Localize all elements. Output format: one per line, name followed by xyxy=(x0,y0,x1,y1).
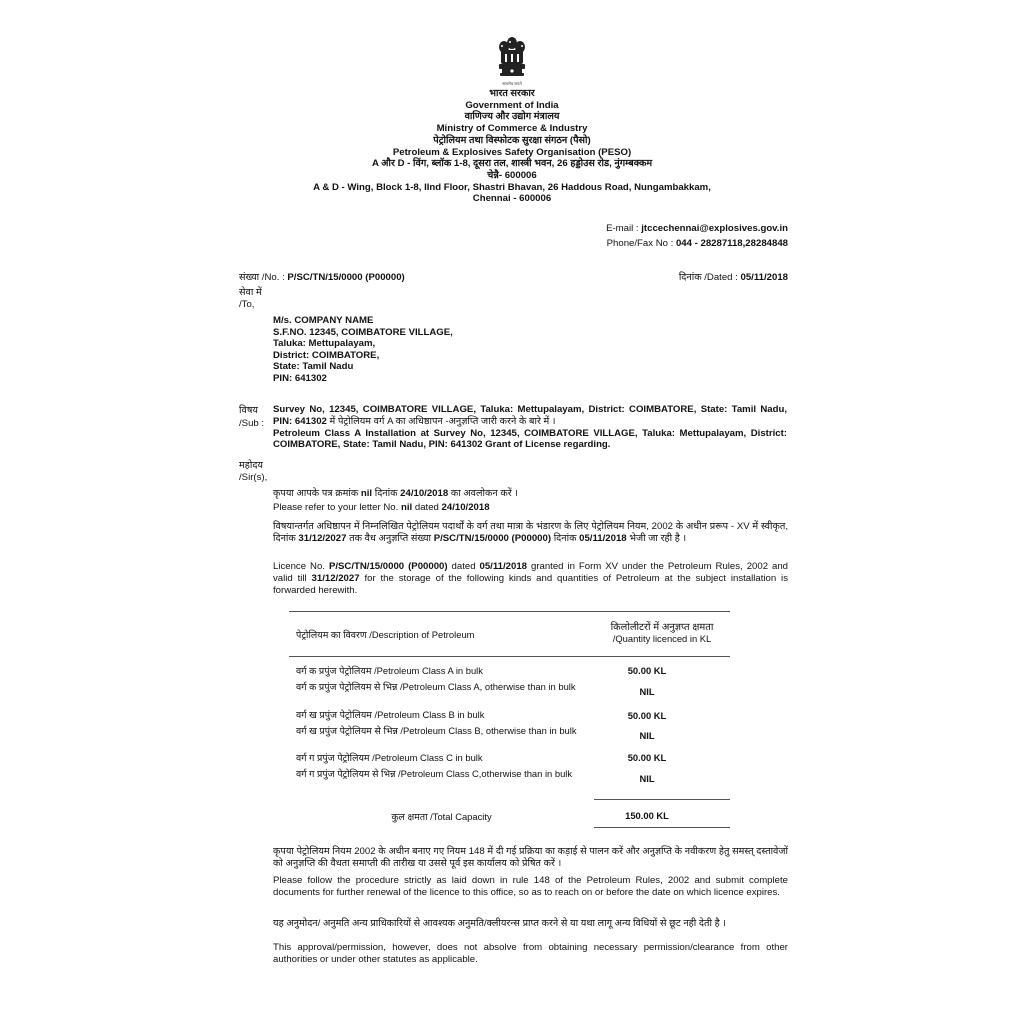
text-run: दिनांक xyxy=(551,532,580,544)
to-label xyxy=(239,287,262,311)
licence-paragraph-hi xyxy=(273,521,788,545)
date-value: 05/11/2018 xyxy=(740,272,788,283)
reference-number xyxy=(239,270,405,283)
salutation-hi: महोदय xyxy=(239,460,263,471)
text-run: विषयान्तर्गत अधिष्ठापन में निम्नलिखित पेट्रोलियम पदार्थों के वर्ग तथा मात्रा के भंडारण के लिए पेट्रोलियम नियम, 2002 के अधीन प्ररूप - XV में स्वीकृत, दिनांक xyxy=(273,521,788,544)
table-header-rule xyxy=(289,656,730,657)
emblem-caption: सत्यमेव जयते xyxy=(502,81,522,86)
header-line-city-hi: चेन्नै- 600006 xyxy=(487,169,537,181)
header-line-org-hi: पेट्रोलियम तथा विस्फोटक सुरक्षा संगठन (पैसो) xyxy=(433,134,591,146)
table-total-label: कुल क्षमता /Total Capacity xyxy=(391,811,492,822)
header-line-gov-en: Government of India xyxy=(465,99,559,111)
table-row-quantity: 50.00 KL xyxy=(627,752,667,763)
text-run: for the storage of the following kinds and quantities of Petroleum at the subject installation is forwarded herewith. xyxy=(273,572,788,596)
header-line-org-en: Petroleum & Explosives Safety Organisation (PESO) xyxy=(392,146,632,158)
salutation xyxy=(239,460,267,484)
table-row: वर्ग ग प्रपुंज पेट्रोलियम से भिन्न /Petroleum Class C,otherwise than in bulk xyxy=(296,768,573,779)
reference-label: संख्या /No. : xyxy=(239,272,288,283)
email-label: E-mail : xyxy=(606,223,642,234)
table-row: वर्ग क प्रपुंज पेट्रोलियम /Petroleum Class A in bulk xyxy=(296,665,483,676)
text-run-bold: 05/11/2018 xyxy=(479,561,528,572)
text-run: भेजी जा रही है । xyxy=(626,532,687,544)
salutation-en: /Sir(s), xyxy=(239,472,268,483)
table-total-rule xyxy=(594,799,730,800)
licence-paragraph-en xyxy=(273,561,788,596)
text-run: dated xyxy=(447,561,480,572)
text-run: Please refer to your letter No. xyxy=(273,502,401,513)
reference-paragraph-en xyxy=(273,502,788,514)
text-run-bold: 31/12/2027 xyxy=(311,572,360,584)
recipient-address xyxy=(273,315,453,385)
table-row-quantity: 50.00 KL xyxy=(627,665,667,676)
header-line-address-hi: A और D - विंग, ब्लॉक 1-8, दूसरा तल, शास्त्री भवन, 26 हड्डोउस रोड, नुंगम्बक्कम xyxy=(371,158,653,170)
header-line-gov-hi: भारत सरकार xyxy=(489,88,535,99)
address-pin: PIN: 641302 xyxy=(273,372,327,384)
table-header-description: पेट्रोलियम का विवरण /Description of Petroleum xyxy=(296,629,475,640)
table-bottom-rule xyxy=(594,827,730,828)
address-district: District: COIMBATORE, xyxy=(273,349,380,361)
renewal-paragraph-en: Please follow the procedure strictly as laid down in rule 148 of the Petroleum Rules, 2002 and submit complete documents for further renewal of the licence to this office, so as to reach on or before the date on which licence expires. xyxy=(273,875,788,898)
renewal-paragraph-hi: कृपया पेट्रोलियम नियम 2002 के अधीन बनाए गए नियम 148 में दी गई प्रक्रिया का कड़ाई से पालन करें और अनुज्ञप्ति के नवीकरण हेतु समस्त् दस्तावेजों को अनुज्ञप्ति की वैधता समाप्ती की तारीख या उससे पूर्व इस कार्यालय को प्रेषित करें । xyxy=(273,846,788,869)
office-header xyxy=(262,88,762,205)
subject-label-en: /Sub : xyxy=(239,418,265,429)
email-address: jtccechennai@explosives.gov.in xyxy=(641,223,788,234)
text-run-bold: nil xyxy=(360,488,373,499)
table-row-quantity: NIL xyxy=(639,773,655,784)
header-line-address-en: A & D - Wing, Block 1-8, IInd Floor, Shastri Bhavan, 26 Haddous Road, Nungambakkam, xyxy=(313,181,711,193)
address-company: M/s. COMPANY NAME xyxy=(273,315,374,326)
approval-paragraph-hi: यह अनुमोदन/ अनुमति अन्य प्राधिकारियों से आवश्यक अनुमति/क्लीयरन्स प्राप्त करने से या यथा लागू अन्य विधियों से छूट नही देती है । xyxy=(273,918,727,929)
header-line-ministry-hi: वाणिज्य और उद्योग मंत्रालय xyxy=(464,111,560,123)
subject-label-hi: विषय xyxy=(239,405,258,416)
address-survey: S.F.NO. 12345, COIMBATORE VILLAGE, xyxy=(273,326,453,338)
table-row: वर्ग ग प्रपुंज पेट्रोलियम /Petroleum Class C in bulk xyxy=(296,752,483,763)
header-line-ministry-en: Ministry of Commerce & Industry xyxy=(436,123,588,135)
text-run: granted in Form XV under the Petroleum Rules, 2002 and valid till xyxy=(273,561,789,584)
text-run-bold: 24/10/2018 xyxy=(441,502,490,513)
table-header-quantity-en: /Quantity licenced in KL xyxy=(612,633,712,644)
text-run-bold: 24/10/2018 xyxy=(400,488,449,499)
to-label-hi: सेवा में xyxy=(239,287,262,298)
letter-date xyxy=(560,270,788,283)
table-total-value: 150.00 KL xyxy=(625,810,669,821)
table-row-quantity: 50.00 KL xyxy=(627,710,667,721)
table-top-rule xyxy=(289,611,730,612)
header-line-city-en: Chennai - 600006 xyxy=(472,193,552,205)
to-label-en: /To, xyxy=(239,299,255,310)
text-run: तक वैध अनुज्ञप्ति संख्या xyxy=(346,532,434,544)
reference-value: P/SC/TN/15/0000 (P00000) xyxy=(287,272,405,283)
subject-line-hindi xyxy=(273,404,787,428)
subject-text xyxy=(273,404,787,451)
text-run: Licence No. xyxy=(273,561,329,572)
reference-paragraph-hi xyxy=(273,488,788,500)
address-taluka: Taluka: Mettupalayam, xyxy=(273,338,376,350)
table-header-quantity xyxy=(594,622,730,644)
address-state: State: Tamil Nadu xyxy=(273,361,354,373)
approval-paragraph-en: This approval/permission, however, does not absolve from obtaining necessary permission/clearance from other authorities or under other statutes as applicable. xyxy=(273,942,788,965)
subject-hindi-tail: में पेट्रोलियम वर्ग A का अधिष्ठापन -अनुज्ञप्ति जारी करने के बारे में । xyxy=(326,415,556,427)
text-run-bold: P/SC/TN/15/0000 (P00000) xyxy=(433,532,552,544)
table-row-quantity: NIL xyxy=(639,686,655,697)
date-label: दिनांक /Dated : xyxy=(678,272,741,283)
table-row: वर्ग क प्रपुंज पेट्रोलियम से भिन्न /Petroleum Class A, otherwise than in bulk xyxy=(296,681,576,692)
contact-block xyxy=(560,222,788,251)
table-row: वर्ग ख प्रपुंज पेट्रोलियम से भिन्न /Petroleum Class B, otherwise than in bulk xyxy=(296,725,577,736)
table-row-quantity: NIL xyxy=(639,730,655,741)
subject-line-english: Petroleum Class A Installation at Survey No, 12345, COIMBATORE VILLAGE, Taluka: Mettupalayam, District: COIMBATORE, State: Tamil Nadu, PIN: 641302 Grant of License regarding. xyxy=(273,427,787,451)
text-run-bold: 31/12/2027 xyxy=(298,532,347,544)
text-run: का अवलोकन करें । xyxy=(448,488,518,499)
table-header-quantity-hi: किलोलीटरों में अनुज्ञप्त क्षमता xyxy=(610,622,714,633)
text-run-bold: 05/11/2018 xyxy=(579,532,627,544)
table-row: वर्ग ख प्रपुंज पेट्रोलियम /Petroleum Class B in bulk xyxy=(296,709,485,720)
subject-label xyxy=(239,404,264,430)
text-run: dated xyxy=(412,502,442,513)
phone-number: 044 - 28287118,28284848 xyxy=(675,237,788,249)
text-run: दिनांक xyxy=(372,488,401,499)
subject-location: Survey No, 12345, COIMBATORE VILLAGE, Taluka: Mettupalayam, District: COIMBATORE, State: Tamil Nadu, PIN: 641302 xyxy=(273,404,787,427)
text-run: कृपया आपके पत्र क्रमांक xyxy=(273,488,361,499)
text-run-bold: nil xyxy=(400,502,413,513)
national-emblem-icon xyxy=(494,34,530,86)
text-run-bold: P/SC/TN/15/0000 (P00000) xyxy=(328,561,448,572)
phone-label: Phone/Fax No : xyxy=(606,237,676,249)
